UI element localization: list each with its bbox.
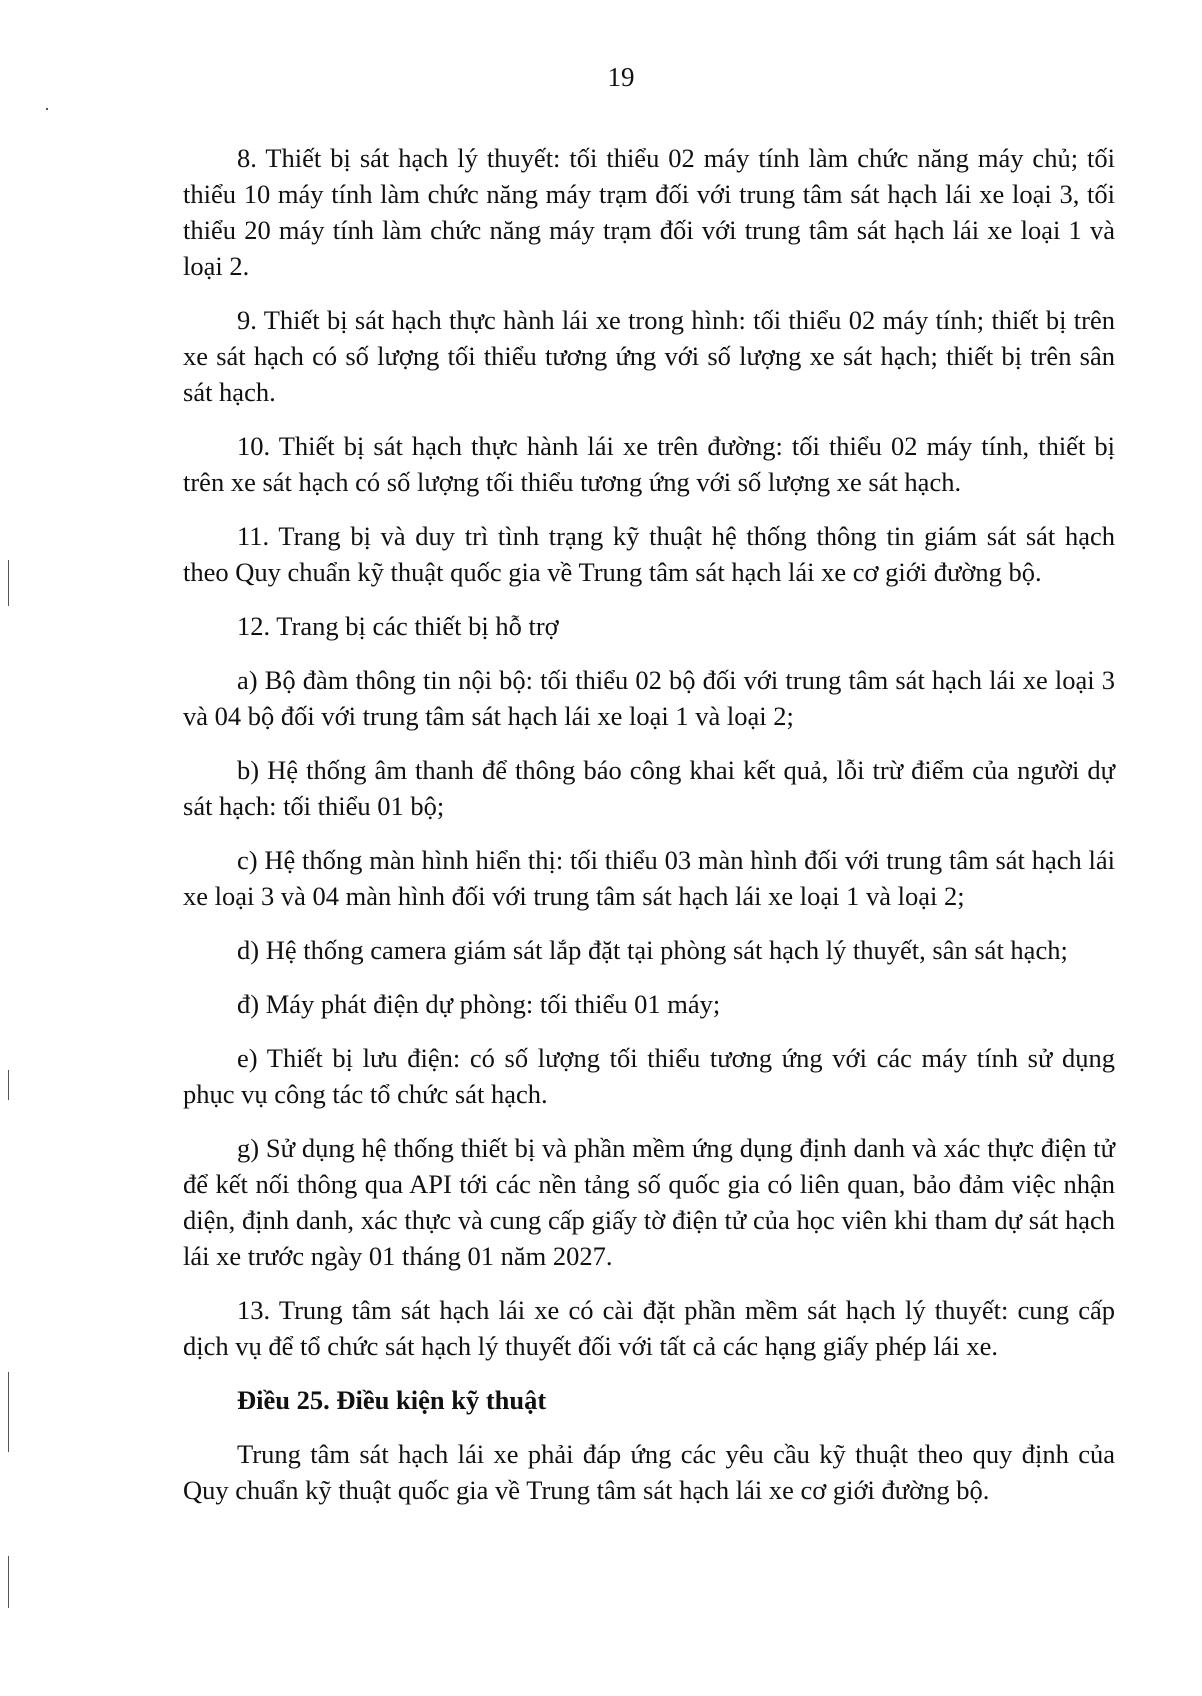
paragraph-item-12g: g) Sử dụng hệ thống thiết bị và phần mềm ứng dụng định danh và xác thực điện tử để kết nối thông qua API tới các nền tảng số quốc gia có liên quan, bảo đảm việc nhận diện, định danh, xác thực và cung cấp giấy tờ điện tử của học viên khi tham dự sát hạch lái xe trước ngày 01 tháng 01 năm 2027. (183, 1133, 1115, 1271)
scan-mark (8, 1372, 9, 1452)
paragraph-item-10: 10. Thiết bị sát hạch thực hành lái xe trên đường: tối thiểu 02 máy tính, thiết bị trên xe sát hạch có số lượng tối thiểu tương ứng với số lượng xe sát hạch. (183, 431, 1115, 497)
paragraph-item-12dd: đ) Máy phát điện dự phòng: tối thiểu 01 máy; (237, 989, 721, 1019)
paragraph-item-8: 8. Thiết bị sát hạch lý thuyết: tối thiểu 02 máy tính làm chức năng máy chủ; tối thiểu 10 máy tính làm chức năng máy trạm đối với trung tâm sát hạch lái xe loại 3, tối thiểu 20 máy tính làm chức năng máy trạm đối với trung tâm sát hạch lái xe loại 1 và loại 2. (183, 143, 1115, 281)
scan-mark (8, 1556, 9, 1608)
scan-mark (8, 560, 9, 606)
paragraph-item-12c: c) Hệ thống màn hình hiển thị: tối thiểu 03 màn hình đối với trung tâm sát hạch lái xe loại 3 và 04 màn hình đối với trung tâm sát hạch lái xe loại 1 và loại 2; (183, 845, 1115, 911)
scan-mark (8, 1070, 9, 1100)
paragraph-item-11: 11. Trang bị và duy trì tình trạng kỹ thuật hệ thống thông tin giám sát sát hạch theo Quy chuẩn kỹ thuật quốc gia về Trung tâm sát hạch lái xe cơ giới đường bộ. (183, 521, 1115, 587)
paragraph-item-13: 13. Trung tâm sát hạch lái xe có cài đặt phần mềm sát hạch lý thuyết: cung cấp dịch vụ để tổ chức sát hạch lý thuyết đối với tất cả các hạng giấy phép lái xe. (183, 1295, 1115, 1361)
page-number: 19 (607, 62, 635, 92)
paragraph-item-12d: d) Hệ thống camera giám sát lắp đặt tại phòng sát hạch lý thuyết, sân sát hạch; (237, 935, 1068, 965)
document-body (183, 140, 1115, 1526)
article-heading: Điều 25. Điều kiện kỹ thuật (237, 1385, 547, 1415)
paragraph-item-12: 12. Trang bị các thiết bị hỗ trợ (237, 611, 559, 641)
paragraph-item-12a: a) Bộ đàm thông tin nội bộ: tối thiểu 02 bộ đối với trung tâm sát hạch lái xe loại 3 và 04 bộ đối với trung tâm sát hạch lái xe loại 1 và loại 2; (183, 665, 1115, 731)
paragraph-item-9: 9. Thiết bị sát hạch thực hành lái xe trong hình: tối thiểu 02 máy tính; thiết bị trên xe sát hạch có số lượng tối thiểu tương ứng với số lượng xe sát hạch; thiết bị trên sân sát hạch. (183, 305, 1115, 407)
paragraph-item-12e: e) Thiết bị lưu điện: có số lượng tối thiểu tương ứng với các máy tính sử dụng phục vụ công tác tổ chức sát hạch. (183, 1043, 1115, 1109)
article-paragraph: Trung tâm sát hạch lái xe phải đáp ứng các yêu cầu kỹ thuật theo quy định của Quy chuẩn kỹ thuật quốc gia về Trung tâm sát hạch lái xe cơ giới đường bộ. (183, 1439, 1115, 1505)
scan-mark (46, 108, 48, 110)
paragraph-item-12b: b) Hệ thống âm thanh để thông báo công khai kết quả, lỗi trừ điểm của người dự sát hạch: tối thiểu 01 bộ; (183, 755, 1115, 821)
